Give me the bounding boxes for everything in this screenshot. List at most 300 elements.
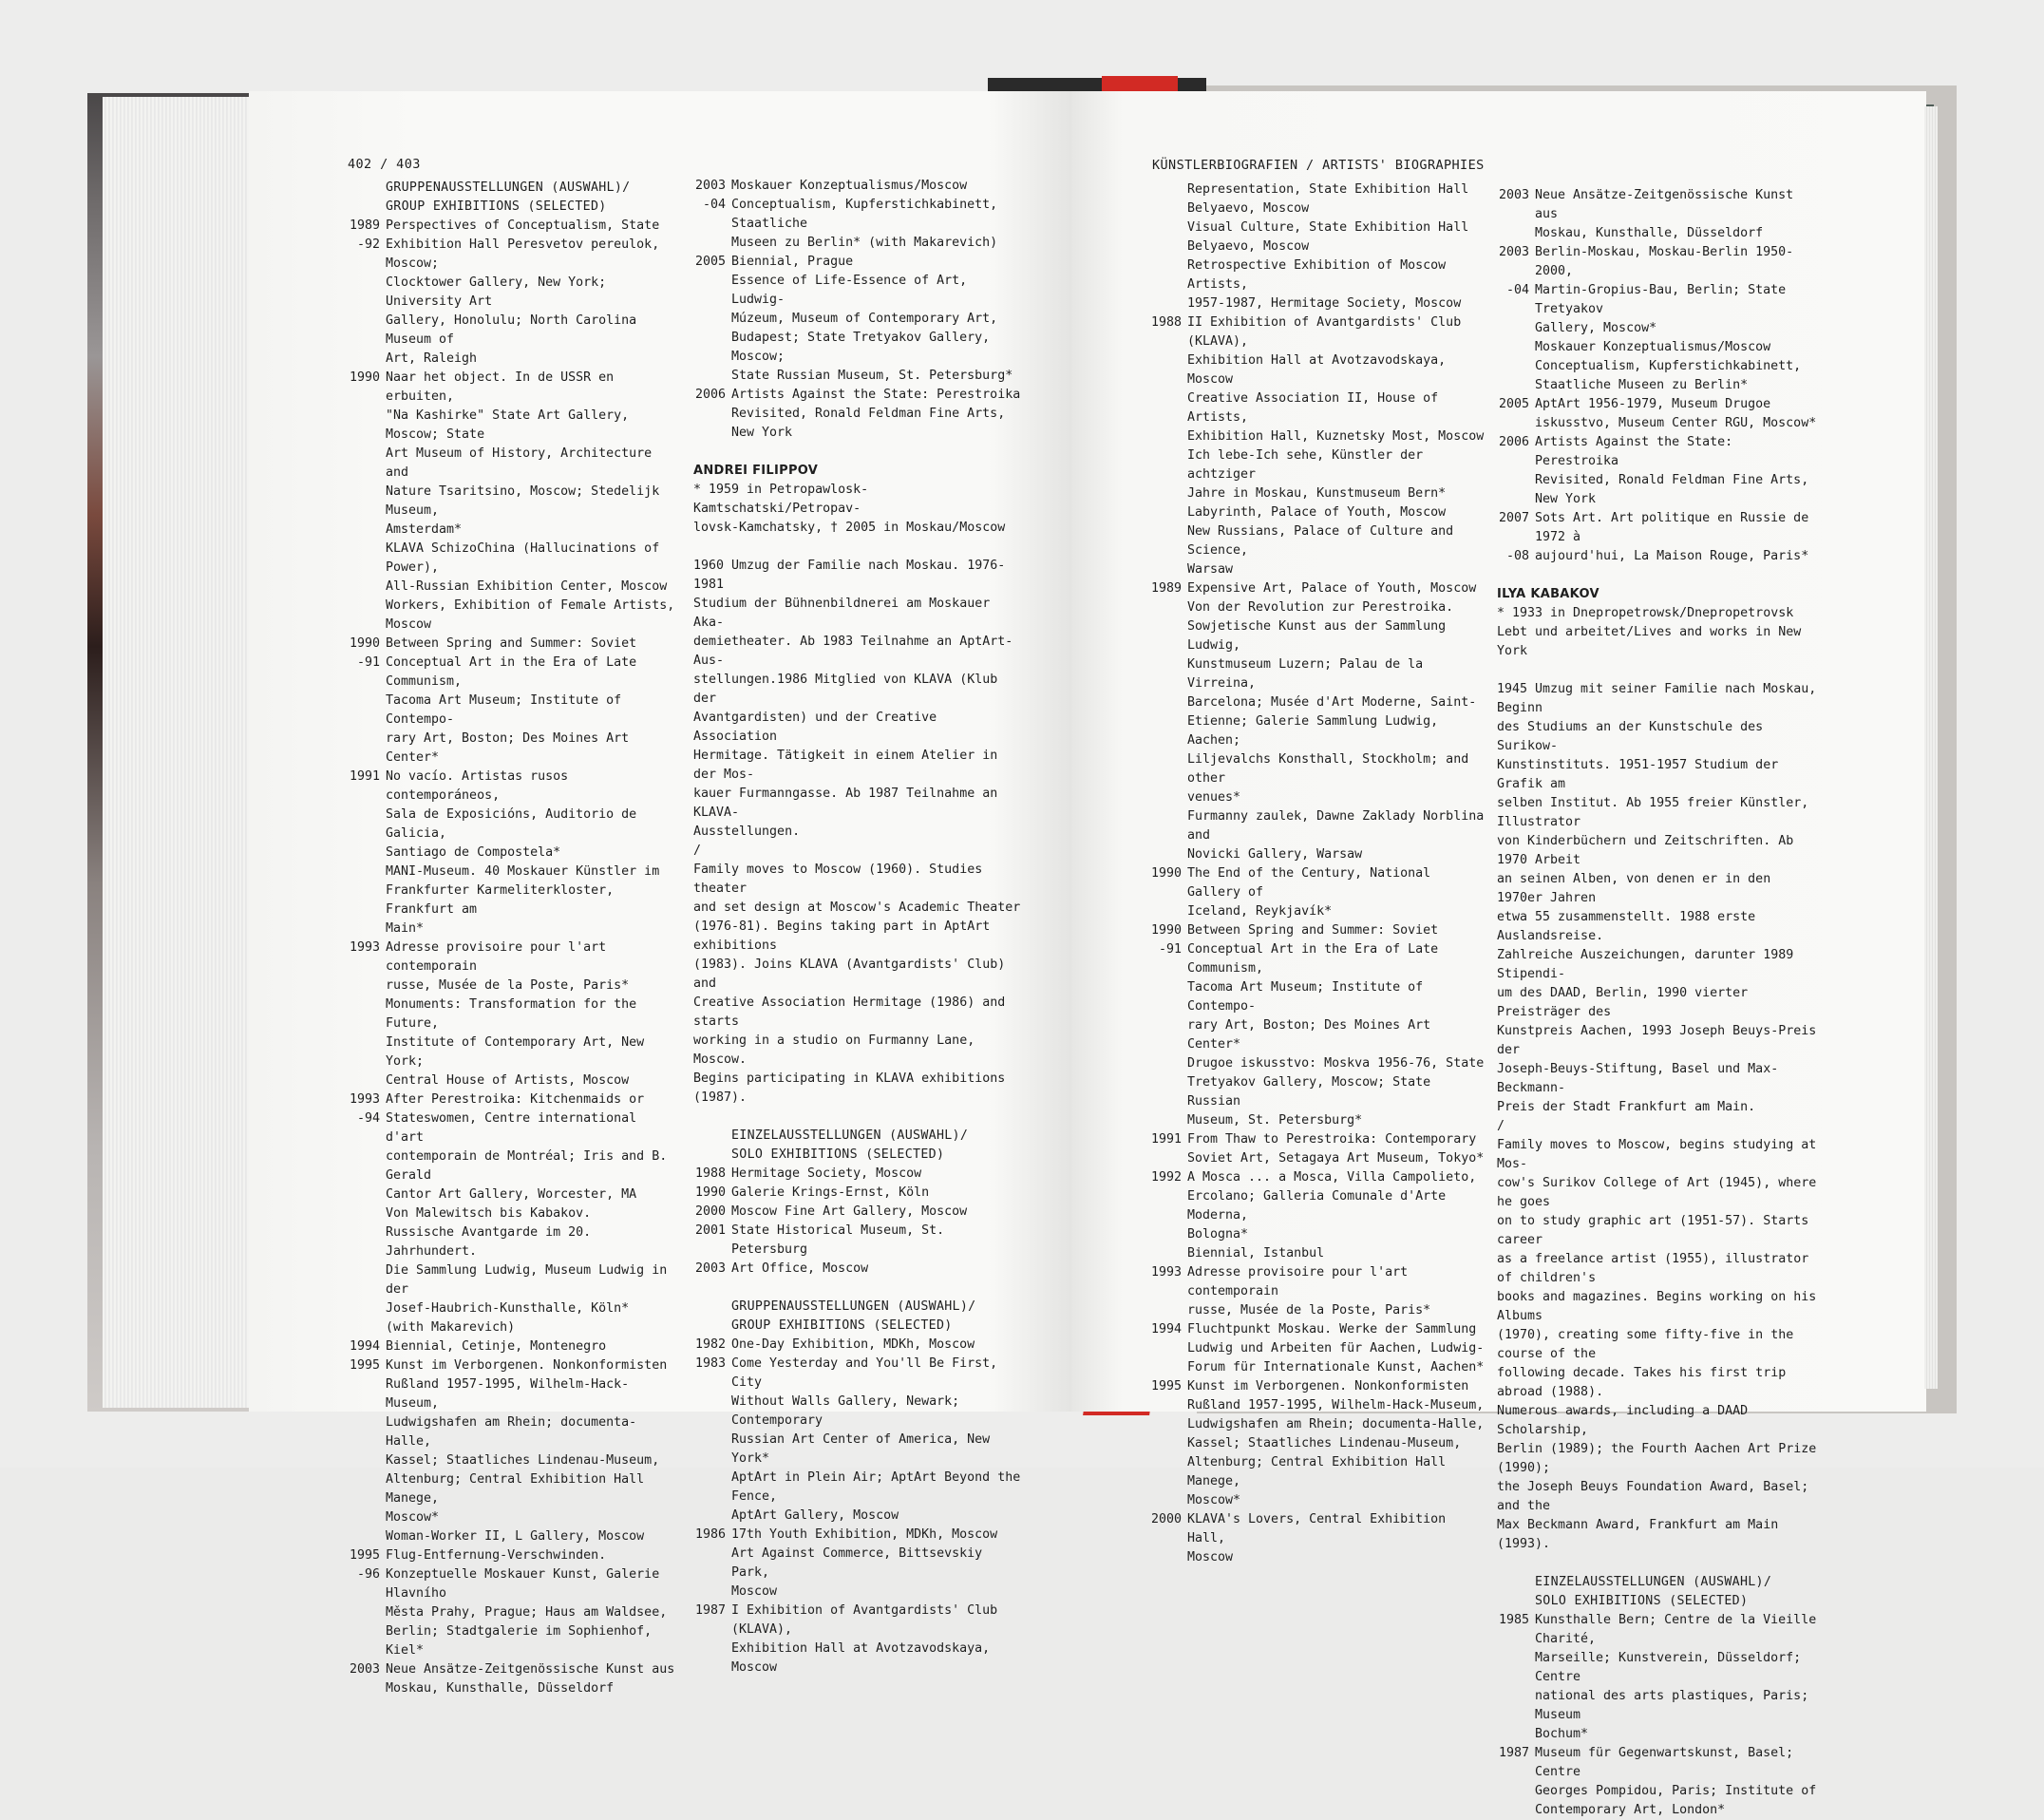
exhibition-text: Essence of Life-Essence of Art, Ludwig- (731, 274, 968, 307)
exhibition-line (348, 1261, 680, 1299)
bio-german (1497, 680, 1820, 1117)
exhibition-text: Von Malewitsch bis Kabakov. (386, 1206, 592, 1221)
exhibition-line (693, 1355, 1024, 1393)
exhibition-list (1497, 186, 1820, 566)
exhibition-text: Kunst im Verborgenen. Nonkonformisten (1187, 1379, 1469, 1393)
exhibition-line (348, 1033, 680, 1071)
exhibition-text: KLAVA SchizoChina (Hallucinations of Power), (386, 541, 660, 575)
exhibition-text: Altenburg; Central Exhibition Hall Manege, (1187, 1455, 1447, 1488)
section-heading: EINZELAUSSTELLUNGEN (AUSWAHL)/ (1535, 1575, 1772, 1589)
exhibition-line (1149, 1320, 1487, 1339)
exhibition-text: Jahre in Moskau, Kunstmuseum Bern* (1187, 486, 1447, 501)
exhibition-year (693, 1545, 726, 1583)
exhibition-line (348, 407, 680, 445)
exhibition-text: Města Prahy, Prague; Haus am Waldsee, (386, 1605, 668, 1620)
exhibition-text: II Exhibition of Avantgardists' Club (KLAVA), (1187, 315, 1462, 349)
exhibition-text: Etienne; Galerie Sammlung Ludwig, Aachen; (1187, 714, 1439, 748)
exhibition-year (348, 350, 380, 369)
exhibition-line (1149, 560, 1487, 579)
exhibition-line (348, 863, 680, 882)
exhibition-year (348, 863, 380, 882)
exhibition-year (1149, 712, 1182, 750)
exhibition-text: Bochum* (1535, 1727, 1589, 1741)
exhibition-text: From Thaw to Perestroika: Contemporary (1187, 1132, 1477, 1147)
artist-name: ANDREI FILIPPOV (693, 464, 819, 478)
exhibition-text: Neue Ansätze-Zeitgenössische Kunst aus (386, 1662, 675, 1677)
exhibition-text: Biennial, Prague (731, 255, 854, 269)
exhibition-line (348, 919, 680, 938)
exhibition-text: Rußland 1957-1995, Wilhelm-Hack-Museum, (386, 1377, 630, 1411)
bio-line: 1960 Umzug der Familie nach Moskau. 1976-1981 (693, 559, 1006, 592)
exhibition-line (693, 272, 1024, 310)
bio-line: Begins participating in KLAVA exhibitions (1987). (693, 1071, 1006, 1105)
exhibition-text: Kunsthalle Bern; Centre de la Vieille Charité, (1535, 1613, 1817, 1646)
exhibition-year (1149, 1016, 1182, 1054)
exhibition-text: Without Walls Gallery, Newark; Contemporary (731, 1394, 960, 1428)
exhibition-text: Belyaevo, Moscow (1187, 201, 1310, 216)
exhibition-line (1149, 579, 1487, 598)
exhibition-text: Frankfurter Karmeliterkloster, Frankfurt am (386, 883, 615, 917)
exhibition-line (1149, 1434, 1487, 1453)
exhibition-text: Sots Art. Art politique en Russie de 1972 à (1535, 511, 1809, 544)
exhibition-line (1149, 180, 1487, 199)
exhibition-text: Perspectives of Conceptualism, State (386, 218, 660, 233)
exhibition-text: russe, Musée de la Poste, Paris* (1187, 1303, 1431, 1318)
exhibition-year: 1989 (1150, 581, 1182, 596)
bio-line: following decade. Takes his first trip abroad (1988). (1497, 1366, 1787, 1399)
exhibition-year: 1995 (349, 1358, 380, 1373)
exhibition-year (1149, 750, 1182, 788)
exhibition-text: Biennial, Cetinje, Montenegro (386, 1339, 607, 1354)
exhibition-text: Russische Avantgarde im 20. Jahrhundert. (386, 1225, 592, 1259)
exhibition-text: Contemporary Art, London* (1535, 1803, 1726, 1817)
exhibition-year (348, 578, 380, 597)
exhibition-year (693, 329, 726, 367)
exhibition-year (693, 405, 726, 443)
exhibition-line (1497, 186, 1820, 224)
exhibition-line (1149, 845, 1487, 864)
bio-line: Kunstpreis Aachen, 1993 Joseph Beuys-Preis der (1497, 1024, 1817, 1057)
exhibition-year: 1991 (349, 769, 380, 784)
bio-separator: / (693, 844, 702, 858)
exhibition-line (1497, 1725, 1820, 1744)
exhibition-line (348, 1090, 680, 1109)
birth-line: Lebt und arbeitet/Lives and works in New York (1497, 625, 1802, 658)
exhibition-line (693, 405, 1024, 443)
exhibition-text: Moskauer Konzeptualismus/Moscow (1535, 340, 1771, 354)
exhibition-year (1149, 503, 1182, 522)
exhibition-line (693, 1640, 1024, 1678)
exhibition-text: Exhibition Hall at Avotzavodskaya, Moscow (1187, 353, 1447, 387)
exhibition-line (1497, 338, 1820, 357)
exhibition-line (348, 445, 680, 483)
exhibition-text: Tretyakov Gallery, Moscow; State Russian (1187, 1075, 1431, 1109)
exhibition-text: Fluchtpunkt Moskau. Werke der Sammlung (1187, 1322, 1477, 1337)
exhibition-text: Belyaevo, Moscow (1187, 239, 1310, 254)
exhibition-year (348, 312, 380, 350)
exhibition-text: After Perestroika: Kitchenmaids or (386, 1092, 645, 1107)
exhibition-text: Kassel; Staatliches Lindenau-Museum, (1187, 1436, 1462, 1450)
exhibition-year (1149, 446, 1182, 484)
exhibition-year (348, 597, 380, 635)
exhibition-year (348, 1508, 380, 1527)
exhibition-line (1149, 199, 1487, 218)
bio-german (693, 557, 1024, 842)
exhibition-year (693, 1507, 726, 1526)
exhibition-text: Conceptualism, Kupferstichkabinett, Staatliche (731, 198, 998, 231)
exhibition-line (348, 1147, 680, 1185)
exhibition-year (348, 976, 380, 995)
exhibition-year (348, 730, 380, 768)
exhibition-year (693, 1640, 726, 1678)
exhibition-text: AptArt Gallery, Moscow (731, 1508, 899, 1523)
exhibition-year (693, 367, 726, 386)
bio-line: Max Beckmann Award, Frankfurt am Main (1993). (1497, 1518, 1779, 1551)
exhibition-year (1149, 655, 1182, 693)
exhibition-text: Revisited, Ronald Feldman Fine Arts, New York (1535, 473, 1809, 506)
exhibition-text: Museen zu Berlin* (with Makarevich) (731, 236, 998, 250)
exhibition-year (348, 1413, 380, 1451)
exhibition-year: 1988 (694, 1166, 726, 1181)
exhibition-year (348, 1299, 380, 1318)
exhibition-text: Exhibition Hall Peresvetov pereulok, Moscow; (386, 237, 660, 271)
exhibition-line (348, 938, 680, 976)
exhibition-text: 1957-1987, Hermitage Society, Moscow (1187, 296, 1462, 311)
section-heading: GRUPPENAUSSTELLUNGEN (AUSWAHL)/ (386, 180, 631, 195)
exhibition-text: Stateswomen, Centre international d'art (386, 1111, 637, 1145)
exhibition-line (693, 1507, 1024, 1526)
exhibition-text: contemporain de Montréal; Iris and B. Gerald (386, 1149, 668, 1183)
exhibition-line (1149, 1358, 1487, 1377)
exhibition-year (1149, 560, 1182, 579)
exhibition-year (1149, 1244, 1182, 1263)
exhibition-year (1497, 376, 1529, 395)
exhibition-line (348, 597, 680, 635)
exhibition-line (1497, 357, 1820, 376)
exhibition-line (693, 1184, 1024, 1203)
exhibition-year (1149, 902, 1182, 921)
bio-line: Family moves to Moscow, begins studying at Mos- (1497, 1138, 1817, 1171)
exhibition-year (1149, 1187, 1182, 1225)
exhibition-year (1497, 319, 1529, 338)
exhibition-year: 2003 (349, 1662, 380, 1677)
exhibition-year (348, 274, 380, 312)
exhibition-line (348, 1622, 680, 1660)
exhibition-line (1149, 1187, 1487, 1225)
exhibition-text: Furmanny zaulek, Dawne Zaklady Norblina and (1187, 809, 1485, 843)
exhibition-line (693, 196, 1024, 234)
exhibition-year (348, 1470, 380, 1508)
exhibition-year: 2000 (1150, 1512, 1182, 1526)
exhibition-year: -91 (1158, 942, 1182, 957)
exhibition-text: Martin-Gropius-Bau, Berlin; State Tretyakov (1535, 283, 1787, 316)
exhibition-text: Bologna* (1187, 1227, 1249, 1242)
birth-line: lovsk-Kamchatsky, † 2005 in Moskau/Moscow (693, 521, 1006, 535)
exhibition-text: Gallery, Moscow* (1535, 321, 1657, 335)
birth-info (1497, 604, 1820, 661)
exhibition-year (1149, 1415, 1182, 1434)
exhibition-line (348, 1660, 680, 1679)
bio-line: (1983). Joins KLAVA (Avantgardists' Club) and (693, 957, 1006, 991)
exhibition-line (348, 274, 680, 312)
exhibition-line (1149, 351, 1487, 389)
exhibition-text: Workers, Exhibition of Female Artists, Moscow (386, 598, 675, 632)
exhibition-text: "Na Kashirke" State Art Gallery, Moscow; State (386, 408, 630, 442)
birth-line: * 1933 in Dnepropetrowsk/Dnepropetrovsk (1497, 606, 1794, 620)
exhibition-year: 1993 (1150, 1265, 1182, 1280)
exhibition-line (348, 1185, 680, 1204)
exhibition-year: 1990 (1150, 866, 1182, 881)
exhibition-text: State Russian Museum, St. Petersburg* (731, 369, 1013, 383)
exhibition-year: 1982 (694, 1337, 726, 1352)
exhibition-line (1149, 389, 1487, 427)
exhibition-year (1149, 427, 1182, 446)
exhibition-year (348, 692, 380, 730)
birth-line: * 1959 in Petropawlosk-Kamtschatski/Petropav- (693, 483, 869, 516)
exhibition-year: 1990 (349, 636, 380, 651)
exhibition-line (348, 730, 680, 768)
exhibition-year (1149, 522, 1182, 560)
exhibition-line (348, 976, 680, 995)
exhibition-line (1149, 1263, 1487, 1301)
exhibition-text: Kassel; Staatliches Lindenau-Museum, (386, 1453, 660, 1468)
bio-line: (1970), creating some fifty-five in the course of the (1497, 1328, 1794, 1361)
exhibition-line (1149, 1168, 1487, 1187)
exhibition-text: Neue Ansätze-Zeitgenössische Kunst aus (1535, 188, 1794, 221)
exhibition-line (693, 1526, 1024, 1545)
exhibition-year (1149, 807, 1182, 845)
exhibition-line (1497, 471, 1820, 509)
exhibition-year (1149, 1111, 1182, 1130)
exhibition-line (1149, 978, 1487, 1016)
exhibition-text: Warsaw (1187, 562, 1234, 577)
exhibition-year (348, 1223, 380, 1261)
exhibition-year (1149, 294, 1182, 313)
exhibition-line (348, 1204, 680, 1223)
exhibition-year (348, 1603, 380, 1622)
exhibition-text: Ich lebe-Ich sehe, Künstler der achtziger (1187, 448, 1424, 482)
exhibition-line (693, 234, 1024, 253)
exhibition-line (1497, 281, 1820, 319)
exhibition-year (1149, 617, 1182, 655)
exhibition-year (1149, 237, 1182, 256)
exhibition-text: Georges Pompidou, Paris; Institute of (1535, 1784, 1817, 1798)
exhibition-text: Adresse provisoire pour l'art contemporain (386, 940, 607, 974)
bio-line: an seinen Alben, von denen er in den 1970er Jahren (1497, 872, 1771, 905)
exhibition-line (1149, 256, 1487, 294)
exhibition-year (348, 806, 380, 844)
exhibition-year: 2005 (694, 255, 726, 269)
exhibition-line (693, 1583, 1024, 1602)
exhibition-year (348, 1033, 380, 1071)
exhibition-year: 1993 (349, 1092, 380, 1107)
exhibition-line (1149, 1548, 1487, 1567)
bio-line: demietheater. Ab 1983 Teilnahme an AptArt-Aus- (693, 635, 1013, 668)
exhibition-line (1497, 433, 1820, 471)
exhibition-text: Labyrinth, Palace of Youth, Moscow (1187, 505, 1447, 520)
bio-line: selben Institut. Ab 1955 freier Künstler, Illustrator (1497, 796, 1809, 829)
exhibition-year (348, 882, 380, 919)
exhibition-year: 2006 (694, 388, 726, 402)
bio-line: Creative Association Hermitage (1986) and starts (693, 995, 1006, 1029)
exhibition-text: Cantor Art Gallery, Worcester, MA (386, 1187, 637, 1202)
exhibition-text: AptArt in Plein Air; AptArt Beyond the Fence, (731, 1470, 1021, 1504)
exhibition-line (1497, 1649, 1820, 1687)
exhibition-text: Hermitage Society, Moscow (731, 1166, 922, 1181)
exhibition-year (1149, 1073, 1182, 1111)
exhibition-year (348, 1451, 380, 1470)
exhibition-year: 2003 (1498, 245, 1529, 259)
exhibition-year: 2005 (1498, 397, 1529, 411)
bio-line: des Studiums an der Kunstschule des Surikow- (1497, 720, 1764, 753)
exhibition-text: Tacoma Art Museum; Institute of Contempo- (386, 693, 622, 727)
exhibition-text: Museum, St. Petersburg* (1187, 1113, 1363, 1128)
exhibition-text: Creative Association II, House of Artists, (1187, 391, 1439, 425)
bio-line: Numerous awards, including a DAAD Scholarship, (1497, 1404, 1749, 1437)
exhibition-year (348, 445, 380, 483)
exhibition-text: Moskau, Kunsthalle, Düsseldorf (1535, 226, 1764, 240)
exhibition-year (693, 310, 726, 329)
exhibition-line (348, 844, 680, 863)
exhibition-line (1497, 547, 1820, 566)
exhibition-text: Kunstmuseum Luzern; Palau de la Virreina, (1187, 657, 1424, 691)
bio-line: etwa 55 zusammenstellt. 1988 erste Auslandsreise. (1497, 910, 1756, 943)
exhibition-line (348, 217, 680, 236)
exhibition-list (1497, 1611, 1820, 1820)
exhibition-line (1149, 788, 1487, 807)
section-heading: SOLO EXHIBITIONS (SELECTED) (731, 1147, 945, 1162)
exhibition-year (1497, 1687, 1529, 1725)
exhibition-text: Rußland 1957-1995, Wilhelm-Hack-Museum, (1187, 1398, 1485, 1412)
exhibition-year: 1987 (1498, 1746, 1529, 1760)
exhibition-text: Between Spring and Summer: Soviet (1187, 923, 1439, 938)
exhibition-text: Monuments: Transformation for the Future, (386, 997, 637, 1031)
exhibition-year (1497, 357, 1529, 376)
exhibition-year (693, 1469, 726, 1507)
exhibition-line (348, 882, 680, 919)
column-2 (693, 177, 1024, 1678)
exhibition-year: 1993 (349, 940, 380, 955)
exhibition-year: 2007 (1498, 511, 1529, 525)
exhibition-line (1149, 1339, 1487, 1358)
exhibition-year (693, 272, 726, 310)
exhibition-text: Sala de Exposicións, Auditorio de Galicia, (386, 807, 637, 841)
exhibition-text: Tacoma Art Museum; Institute of Contempo- (1187, 980, 1424, 1014)
exhibition-line (1497, 414, 1820, 433)
exhibition-list (693, 177, 1024, 443)
exhibition-year (1497, 1649, 1529, 1687)
exhibition-line (348, 1375, 680, 1413)
exhibition-year (1149, 598, 1182, 617)
exhibition-text: Conceptual Art in the Era of Late Communism, (386, 655, 637, 689)
exhibition-line (1149, 921, 1487, 940)
exhibition-line (348, 1508, 680, 1527)
section-heading: SOLO EXHIBITIONS (SELECTED) (1535, 1594, 1749, 1608)
exhibition-line (1149, 864, 1487, 902)
exhibition-year (1149, 978, 1182, 1016)
exhibition-line (1149, 1377, 1487, 1396)
exhibition-line (693, 1545, 1024, 1583)
exhibition-line (693, 386, 1024, 405)
exhibition-text: Moscow* (1187, 1493, 1241, 1507)
exhibition-line (1149, 294, 1487, 313)
exhibition-year (693, 1431, 726, 1469)
exhibition-year: 2000 (694, 1204, 726, 1219)
bio-line: stellungen.1986 Mitglied von KLAVA (Klub der (693, 673, 998, 706)
exhibition-text: Central House of Artists, Moscow (386, 1073, 630, 1088)
exhibition-text: Liljevalchs Konsthall, Stockholm; and other (1187, 752, 1469, 786)
column-3 (1149, 180, 1487, 1567)
exhibition-line (1149, 1073, 1487, 1111)
exhibition-year: 1985 (1498, 1613, 1529, 1627)
exhibition-text: State Historical Museum, St. Petersburg (731, 1223, 945, 1257)
exhibition-year: 1987 (694, 1603, 726, 1618)
exhibition-text: Flug-Entfernung-Verschwinden. (386, 1548, 607, 1563)
exhibition-text: Kunst im Verborgenen. Nonkonformisten (386, 1358, 668, 1373)
exhibition-text: Gallery, Honolulu; North Carolina Museum of (386, 313, 637, 347)
exhibition-line (693, 1602, 1024, 1640)
exhibition-year (1149, 180, 1182, 199)
exhibition-year: 2006 (1498, 435, 1529, 449)
exhibition-text: MANI-Museum. 40 Moskauer Künstler im (386, 864, 660, 879)
exhibition-text: Moskauer Konzeptualismus/Moscow (731, 179, 968, 193)
exhibition-line (1149, 617, 1487, 655)
exhibition-line (348, 654, 680, 692)
page-edges-right (1924, 106, 1938, 1389)
exhibition-text: national des arts plastiques, Paris; Museum (1535, 1689, 1809, 1722)
exhibition-year: 1990 (1150, 923, 1182, 938)
exhibition-line (1149, 712, 1487, 750)
exhibition-line (693, 367, 1024, 386)
exhibition-text: Galerie Krings-Ernst, Köln (731, 1185, 930, 1200)
section-heading: GROUP EXHIBITIONS (SELECTED) (731, 1318, 953, 1333)
exhibition-year (1149, 845, 1182, 864)
exhibition-year: -04 (1505, 283, 1529, 297)
exhibition-text: Art Museum of History, Architecture and (386, 446, 653, 480)
exhibition-line (348, 369, 680, 407)
exhibition-line (1149, 1244, 1487, 1263)
exhibition-line (348, 1413, 680, 1451)
exhibition-line (348, 1603, 680, 1622)
exhibition-line (693, 1469, 1024, 1507)
exhibition-text: Josef-Haubrich-Kunsthalle, Köln* (386, 1301, 630, 1316)
exhibition-line (1149, 940, 1487, 978)
exhibition-year (1149, 484, 1182, 503)
exhibition-text: Novicki Gallery, Warsaw (1187, 847, 1363, 862)
exhibition-list (693, 1165, 1024, 1279)
exhibition-year (1149, 256, 1182, 294)
exhibition-year: 2003 (694, 1261, 726, 1276)
exhibition-line (693, 1222, 1024, 1260)
exhibition-text: Moscow* (386, 1510, 440, 1525)
exhibition-year (1149, 1491, 1182, 1510)
exhibition-text: Ludwig und Arbeiten für Aachen, Ludwig- (1187, 1341, 1485, 1356)
exhibition-line (1149, 427, 1487, 446)
running-header: KÜNSTLERBIOGRAFIEN / ARTISTS' BIOGRAPHIES (1152, 158, 1485, 173)
exhibition-text: Biennial, Istanbul (1187, 1246, 1325, 1261)
exhibition-text: Revisited, Ronald Feldman Fine Arts, New York (731, 407, 1006, 440)
exhibition-year (348, 919, 380, 938)
exhibition-year: 1994 (1150, 1322, 1182, 1337)
exhibition-line (1149, 1130, 1487, 1149)
exhibition-line (348, 312, 680, 350)
exhibition-line (348, 1337, 680, 1356)
exhibition-line (1149, 750, 1487, 788)
exhibition-text: Representation, State Exhibition Hall (1187, 182, 1469, 197)
exhibition-year: 2003 (694, 179, 726, 193)
exhibition-year: -04 (702, 198, 726, 212)
exhibition-text: Institute of Contemporary Art, New York; (386, 1035, 645, 1069)
